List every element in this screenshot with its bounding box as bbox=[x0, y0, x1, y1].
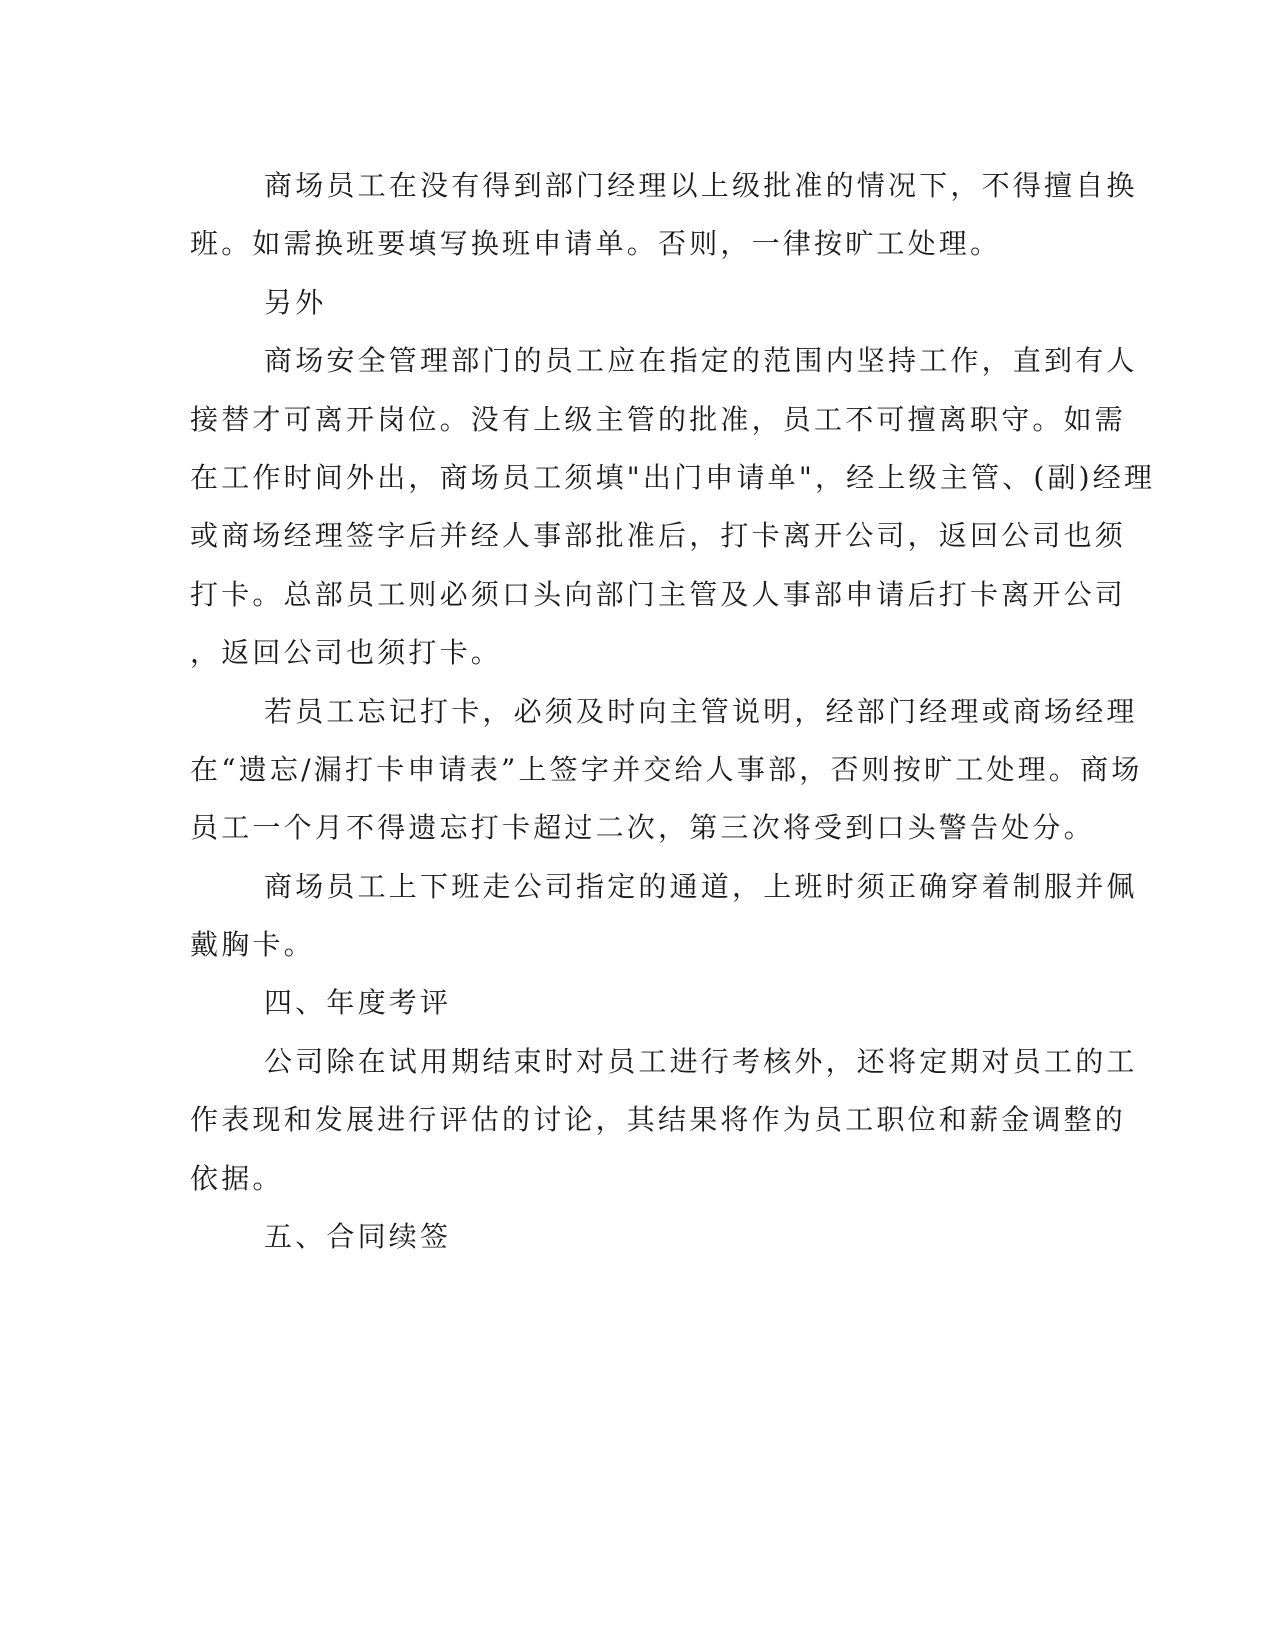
text-line: 作表现和发展进行评估的讨论，其结果将作为员工职位和薪金调整的 bbox=[190, 1103, 1127, 1137]
text-line: 在工作时间外出，商场员工须填"出门申请单"，经上级主管、(副)经理 bbox=[190, 460, 1156, 494]
paragraph-security-staff bbox=[190, 332, 1156, 682]
document-body bbox=[190, 157, 1156, 1266]
text-line: 接替才可离开岗位。没有上级主管的批准，员工不可擅离职守。如需 bbox=[190, 402, 1127, 436]
text-line: ，返回公司也须打卡。 bbox=[190, 636, 503, 670]
paragraph-shift-change bbox=[190, 157, 1138, 274]
paragraph-annual-review bbox=[190, 1033, 1138, 1208]
section-heading-annual-review bbox=[190, 974, 1082, 1032]
text-line: 商场安全管理部门的员工应在指定的范围内坚持工作，直到有人 bbox=[264, 344, 1138, 378]
text-line: 在“遗忘/漏打卡申请表”上签字并交给人事部，否则按旷工处理。商场 bbox=[190, 752, 1143, 786]
text-line: 依据。 bbox=[190, 1161, 284, 1195]
paragraph-other bbox=[190, 274, 1082, 332]
section-heading-contract-renewal bbox=[190, 1208, 1082, 1266]
text-line: 打卡。总部员工则必须口头向部门主管及人事部申请后打卡离开公司 bbox=[190, 577, 1127, 611]
text-line: 班。如需换班要填写换班申请单。否则，一律按旷工处理。 bbox=[190, 227, 1002, 261]
text-line: 若员工忘记打卡，必须及时向主管说明，经部门经理或商场经理 bbox=[264, 694, 1138, 728]
paragraph-uniform bbox=[190, 858, 1138, 975]
text-line: 另外 bbox=[264, 285, 327, 319]
section-heading: 五、合同续签 bbox=[264, 1220, 452, 1254]
paragraph-forgot-clock-in bbox=[190, 683, 1143, 858]
text-line: 商场员工上下班走公司指定的通道，上班时须正确穿着制服并佩 bbox=[264, 869, 1138, 903]
section-heading: 四、年度考评 bbox=[264, 986, 452, 1020]
text-line: 商场员工在没有得到部门经理以上级批准的情况下，不得擅自换 bbox=[264, 169, 1138, 202]
text-line: 戴胸卡。 bbox=[190, 928, 315, 962]
text-line: 公司除在试用期结束时对员工进行考核外，还将定期对员工的工 bbox=[264, 1044, 1138, 1078]
text-line: 员工一个月不得遗忘打卡超过二次，第三次将受到口头警告处分。 bbox=[190, 811, 1095, 845]
text-line: 或商场经理签字后并经人事部批准后，打卡离开公司，返回公司也须 bbox=[190, 519, 1127, 553]
